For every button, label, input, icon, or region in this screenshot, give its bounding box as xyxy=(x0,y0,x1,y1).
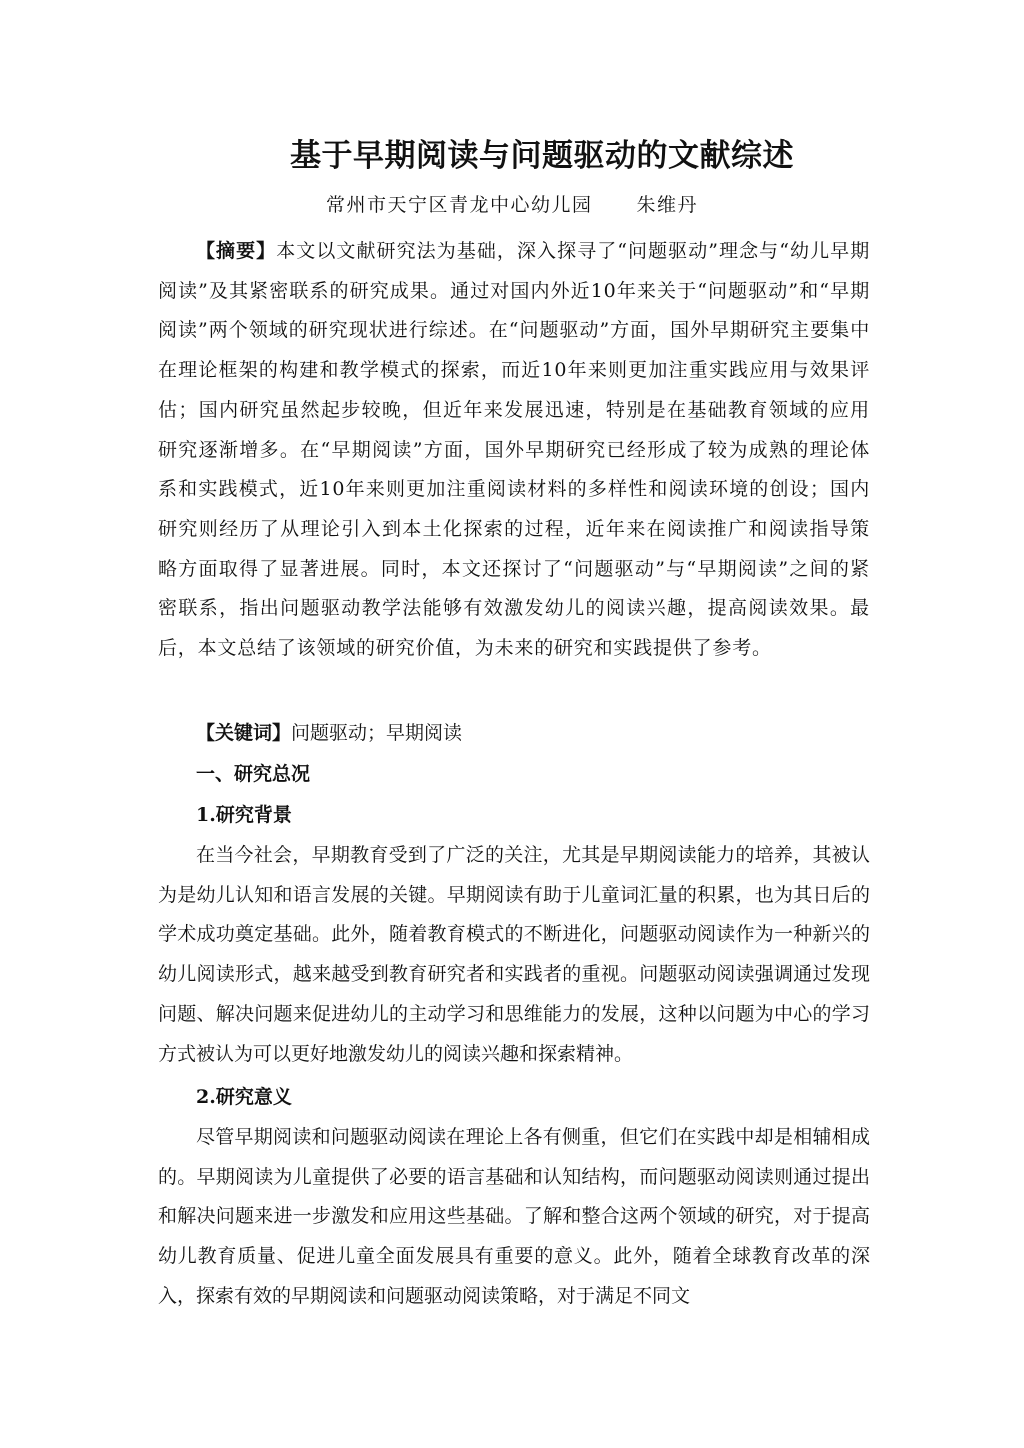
author-name: 朱维丹 xyxy=(636,194,699,216)
abstract-label: 【摘要】 xyxy=(196,240,277,262)
keywords-label: 【关键词】 xyxy=(196,722,292,744)
significance-paragraph: 尽管早期阅读和问题驱动阅读在理论上各有侧重，但它们在实践中却是相辅相成的。早期阅读为儿童提供了必要的语言基础和认知结构，而问题驱动阅读则通过提出和解决问题来进一步激发和应用这些基础。了解和整合这两个领域的研究，对于提高幼儿教育质量、促进儿童全面发展具有重要的意义。此外，随着全球教育改革的深入，探索有效的早期阅读和问题驱动阅读策略，对于满足不同文 xyxy=(158,1126,870,1307)
background-paragraph: 在当今社会，早期教育受到了广泛的关注，尤其是早期阅读能力的培养，其被认为是幼儿认知和语言发展的关键。早期阅读有助于儿童词汇量的积累，也为其日后的学术成功奠定基础。此外，随着教育模式的不断进化，问题驱动阅读作为一种新兴的幼儿阅读形式，越来越受到教育研究者和实践者的重视。问题驱动阅读强调通过发现问题、解决问题来促进幼儿的主动学习和思维能力的发展，这种以问题为中心的学习方式被认为可以更好地激发幼儿的阅读兴趣和探索精神。 xyxy=(158,844,870,1065)
abstract-paragraph xyxy=(158,232,870,669)
document-title: 基于早期阅读与问题驱动的文献综述 xyxy=(290,138,794,174)
subsection-heading-background: 1.研究背景 xyxy=(196,804,292,826)
abstract-text: 本文以文献研究法为基础，深入探寻了“问题驱动”理念与“幼儿早期阅读”及其紧密联系的研究成果。通过对国内外近10年来关于“问题驱动”和“早期阅读”两个领域的研究现状进行综述。在“问题驱动”方面，国外早期研究主要集中在理论框架的构建和教学模式的探索，而近10年来则更加注重实践应用与效果评估；国内研究虽然起步较晚，但近年来发展迅速，特别是在基础教育领域的应用研究逐渐增多。在“早期阅读”方面，国外早期研究已经形成了较为成熟的理论体系和实践模式，近10年来则更加注重阅读材料的多样性和阅读环境的创设；国内研究则经历了从理论引入到本土化探索的过程，近年来在阅读推广和阅读指导策略方面取得了显著进展。同时，本文还探讨了“问题驱动”与“早期阅读”之间的紧密联系，指出问题驱动教学法能够有效激发幼儿的阅读兴趣，提高阅读效果。最后，本文总结了该领域的研究价值，为未来的研究和实践提供了参考。 xyxy=(158,240,870,660)
keywords-text: 问题驱动；早期阅读 xyxy=(291,722,463,744)
keywords-line xyxy=(158,713,870,753)
affiliation: 常州市天宁区青龙中心幼儿园 xyxy=(325,194,593,216)
subsection-heading-significance: 2.研究意义 xyxy=(196,1086,292,1108)
section-heading: 一、研究总况 xyxy=(196,763,311,785)
author-line xyxy=(0,190,1024,217)
